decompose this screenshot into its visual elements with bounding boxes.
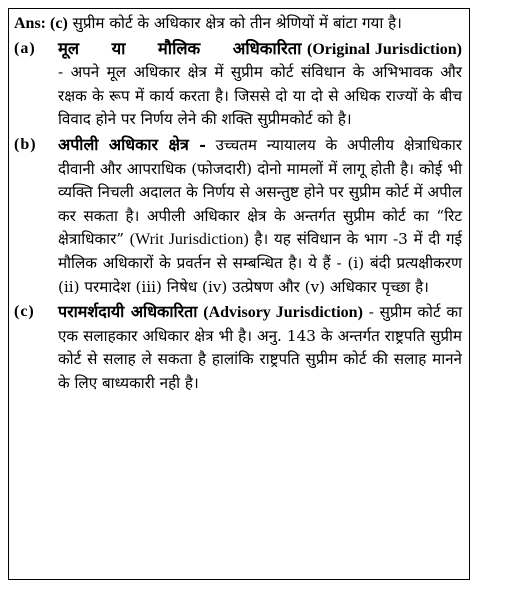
answer-intro — [14, 12, 462, 36]
answer-text: सुप्रीम कोर्ट के अधिकार क्षेत्र को तीन श्रेणियों में बांटा गया है। — [67, 14, 402, 32]
item-advisory-jurisdiction — [14, 300, 462, 395]
item-eng-b: (Writ Jurisdiction) — [129, 231, 249, 249]
answer-label: Ans: (c) — [14, 15, 68, 32]
item-body-a: - अपने मूल अधिकार क्षेत्र में सुप्रीम कोर्ट संविधान के अभिभावक और रक्षक के रूप में कार्य करता है। जिससे दो या दो से अधिक राज्यों के बीच विवाद होने पर निर्णय लेने की शक्ति सुप्रीमकोर्ट को है। — [58, 63, 462, 129]
item-body-c: - सुप्रीम कोर्ट का एक सलाहकार अधिकार क्षेत्र भी है। अनु. 143 के अन्तर्गत राष्ट्रपति सुप्रीम कोर्ट से सलाह ले सकता है हालांकि राष्ट्रपति सुप्रीम कोर्ट की सलाह मानने के लिए बाध्यकारी नही है। — [58, 303, 463, 392]
item-heading-c: परामर्शदायी अधिकारिता — [58, 302, 198, 322]
item-body-b1: उच्चतम न्यायालय के अपीलीय क्षेत्राधिकार दीवानी और आपराधिक (फोजदारी) दोनो मामलों में लागू होती है। कोई भी व्यक्ति निचली अदालत के निर्णय से असन्तुष्ट होने पर सुप्रीम कोर्ट में अपील कर सकता है। अपीली अधिकार क्षेत्र के अन्तर्गत सुप्रीम कोर्ट का “रिट क्षेत्राधिकार” — [58, 135, 463, 249]
item-marker-a: (a) — [14, 39, 36, 57]
item-marker-b: (b) — [14, 135, 37, 153]
item-body-b2: है। यह संविधान के भाग -3 में दी गई मौलिक अधिकारों के प्रवर्तन से सम्बन्धित है। ये हैं - (i) बंदी प्रत्यक्षीकरण (ii) परमादेश (iii) निषेध (iv) उत्प्रेषण और (v) अधिकार पृच्छा है। — [58, 230, 463, 296]
item-appellate-jurisdiction — [14, 133, 462, 299]
answer-content — [14, 12, 462, 396]
item-heading-a: मूल या मौलिक अधिकारिता — [58, 38, 302, 58]
item-heading-b: अपीली अधिकार क्षेत्र - — [58, 134, 206, 154]
item-eng-heading-c: (Advisory Jurisdiction) — [203, 304, 363, 322]
item-marker-c: (c) — [14, 303, 35, 321]
item-eng-heading-a: (Original Jurisdiction) — [307, 40, 463, 58]
item-original-jurisdiction — [14, 37, 462, 132]
